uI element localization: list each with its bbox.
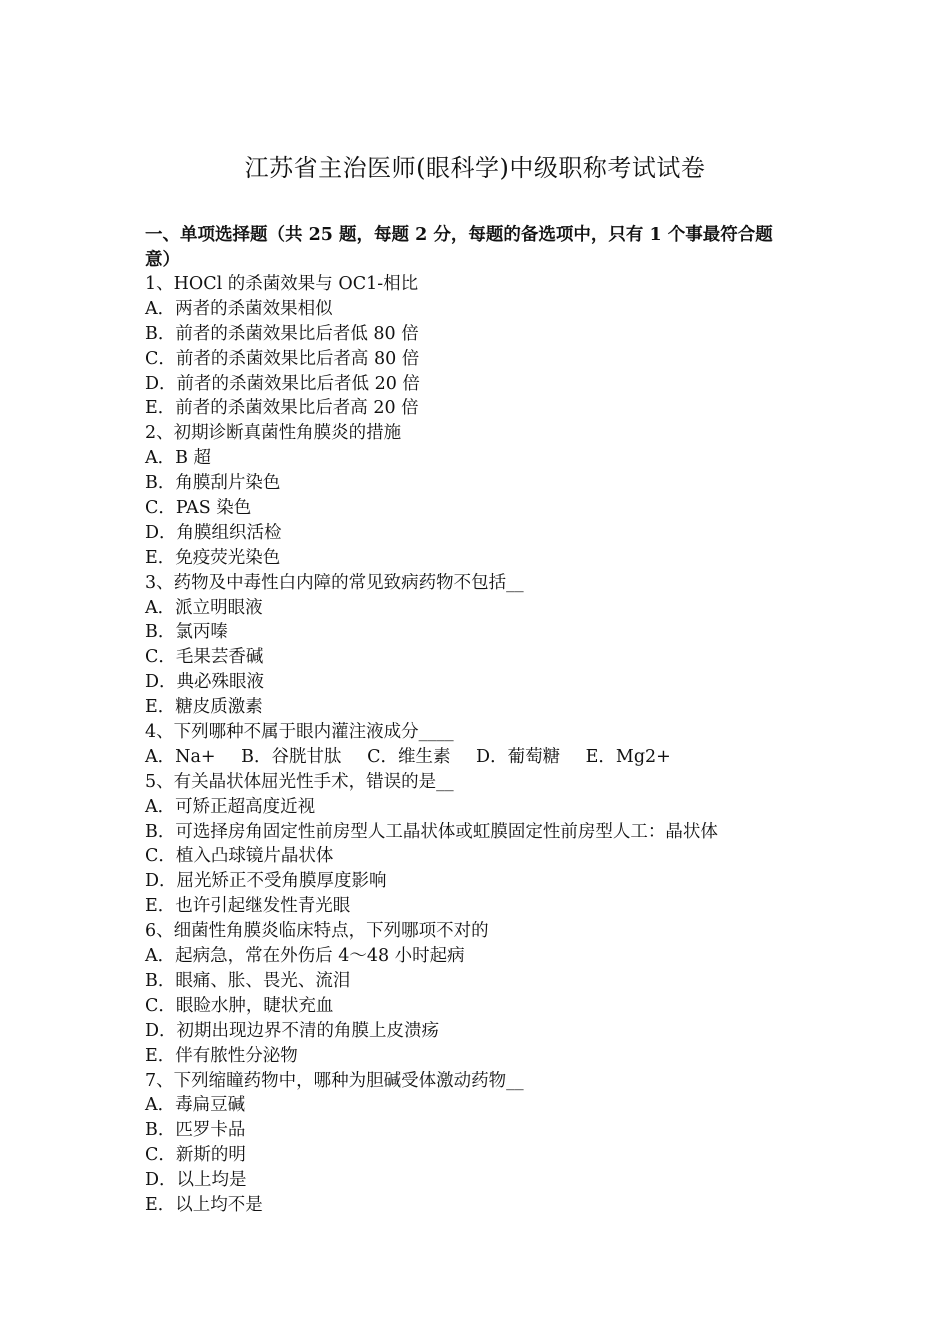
section-heading: [145, 223, 825, 272]
option-d: D．屈光矫正不受角膜厚度影响: [145, 871, 387, 892]
exam-content: [145, 223, 825, 1218]
inline-options-row: [145, 745, 825, 770]
question-7: [145, 1069, 825, 1218]
section-heading-line: 意）: [145, 249, 180, 270]
option-a: A．B 超: [145, 448, 212, 469]
question-4: [145, 720, 825, 770]
section-heading-line: 一、单项选择题（共 25 题，每题 2 分，每题的备选项中，只有 1 个事最符合题: [145, 225, 773, 245]
option-e: E．糖皮质激素: [145, 697, 263, 718]
question-2: [145, 421, 825, 570]
option-b: B．角膜刮片染色: [145, 473, 281, 494]
option-b: B．谷胱甘肽: [241, 746, 342, 767]
question-1: [145, 272, 825, 421]
option-e: E．以上均不是: [145, 1194, 263, 1215]
option-b: B．氯丙嗪: [145, 622, 228, 643]
option-e: E．免疫荧光染色: [145, 547, 281, 568]
question-stem: 3、药物及中毒性白内障的常见致病药物不包括__: [145, 572, 524, 593]
option-a: A．Na+: [145, 746, 216, 767]
option-c: C．PAS 染色: [145, 498, 252, 519]
option-b: B．前者的杀菌效果比后者低 80 倍: [145, 323, 419, 344]
option-c: C．毛果芸香碱: [145, 647, 264, 668]
option-b: B．可选择房角固定性前房型人工晶状体或虹膜固定性前房型人工：晶状体: [145, 821, 718, 842]
question-stem: 6、细菌性角膜炎临床特点，下列哪项不对的: [145, 921, 489, 942]
question-stem: 2、初期诊断真菌性角膜炎的措施: [145, 423, 402, 444]
option-a: A．派立明眼液: [145, 597, 263, 618]
option-a: A．两者的杀菌效果相似: [145, 298, 333, 319]
option-a: A．起病急，常在外伤后 4～48 小时起病: [145, 946, 465, 967]
option-e: E．伴有脓性分泌物: [145, 1045, 298, 1066]
option-c: C．新斯的明: [145, 1145, 246, 1166]
option-d: D．典必殊眼液: [145, 672, 265, 693]
option-a: A．毒扁豆碱: [145, 1095, 246, 1116]
option-d: D．葡萄糖: [476, 746, 561, 767]
option-c: C．前者的杀菌效果比后者高 80 倍: [145, 348, 420, 369]
option-e: E．也许引起继发性青光眼: [145, 896, 351, 917]
option-b: B．眼痛、胀、畏光、流泪: [145, 970, 351, 991]
document-title: 江苏省主治医师(眼科学)中级职称考试试卷: [244, 154, 706, 182]
option-d: D．以上均是: [145, 1170, 247, 1191]
question-3: [145, 571, 825, 720]
option-d: D．角膜组织活检: [145, 522, 282, 543]
question-stem: 7、下列缩瞳药物中，哪种为胆碱受体激动药物__: [145, 1070, 524, 1091]
option-d: D．初期出现边界不清的角膜上皮溃疡: [145, 1020, 440, 1041]
option-d: D．前者的杀菌效果比后者低 20 倍: [145, 373, 420, 394]
option-e: E．Mg2+: [585, 746, 671, 767]
question-6: [145, 919, 825, 1068]
question-stem: 4、下列哪种不属于眼内灌注液成分____: [145, 722, 454, 743]
option-a: A．可矫正超高度近视: [145, 796, 316, 817]
question-5: [145, 770, 825, 919]
option-c: C．维生素: [367, 746, 451, 767]
question-stem: 5、有关晶状体屈光性手术，错误的是__: [145, 771, 454, 792]
option-b: B．匹罗卡品: [145, 1120, 246, 1141]
option-e: E．前者的杀菌效果比后者高 20 倍: [145, 398, 419, 419]
option-c: C．眼睑水肿，睫状充血: [145, 995, 334, 1016]
option-c: C．植入凸球镜片晶状体: [145, 846, 334, 867]
question-stem: 1、HOCl 的杀菌效果与 OC1-相比: [145, 274, 419, 294]
